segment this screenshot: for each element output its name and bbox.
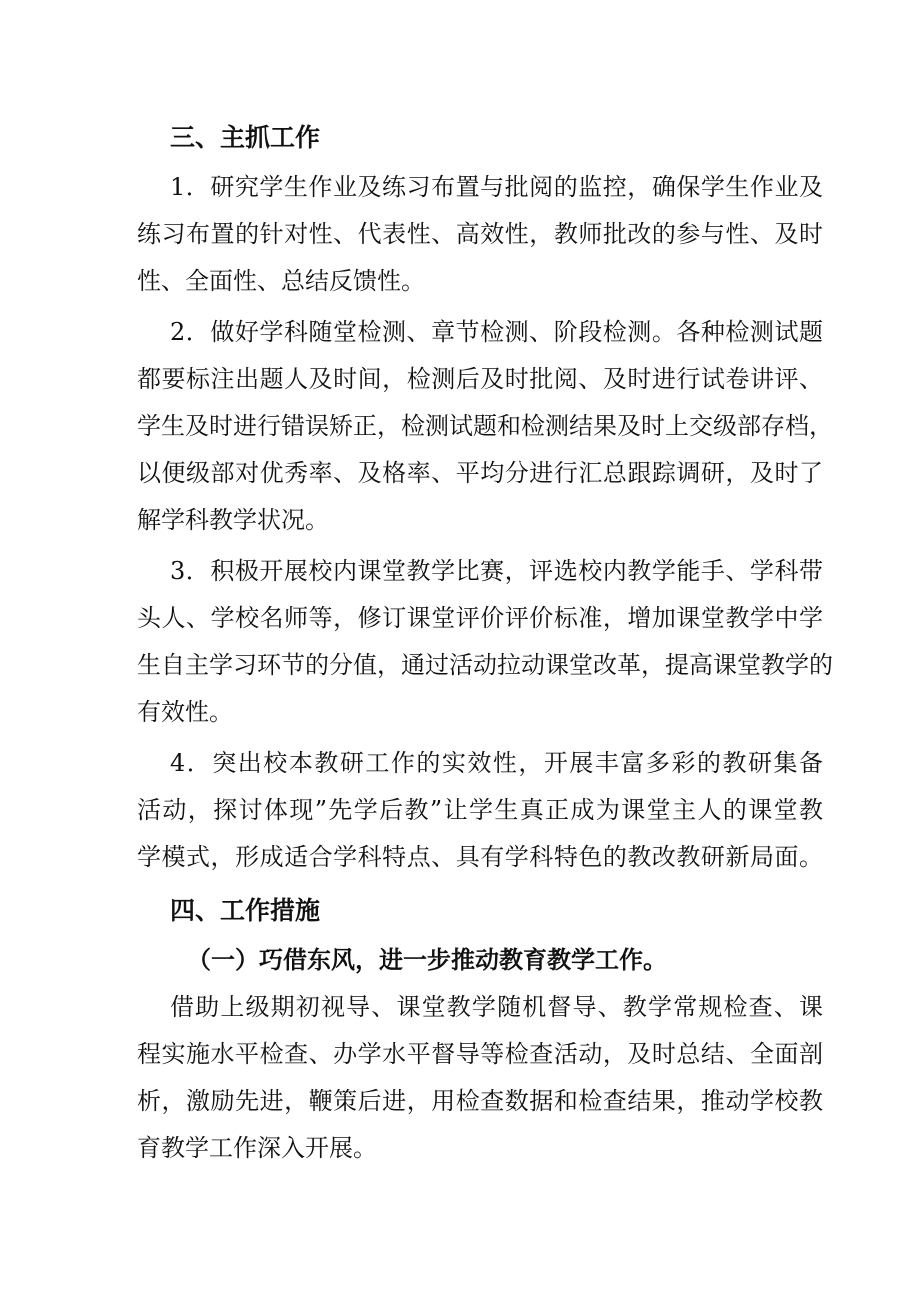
paragraph-5 xyxy=(137,984,823,1172)
subsection-heading-1: （一）巧借东风，进一步推动教育教学工作。 xyxy=(187,946,667,974)
text-line: 性、全面性、总结反馈性。 xyxy=(137,267,425,295)
paragraph-1 xyxy=(137,164,823,305)
paragraph-2 xyxy=(137,309,833,544)
text-line: 学模式，形成适合学科特点、具有学科特色的教改教研新局面。 xyxy=(137,843,823,871)
paragraph-3 xyxy=(137,548,833,736)
document-page xyxy=(137,112,833,1176)
text-line: 都要标注出题人及时间，检测后及时批阅、及时进行试卷讲评、 xyxy=(137,365,823,393)
text-line: 4．突出校本教研工作的实效性，开展丰富多彩的教研集备 xyxy=(170,749,823,777)
text-line: 程实施水平检查、办学水平督导等检查活动，及时总结、全面剖 xyxy=(137,1040,823,1068)
text-line: 以便级部对优秀率、及格率、平均分进行汇总跟踪调研，及时了 xyxy=(137,459,823,487)
text-line: 解学科教学状况。 xyxy=(137,506,329,534)
text-line: 借助上级期初视导、课堂教学随机督导、教学常规检查、课 xyxy=(170,993,823,1021)
text-line: 有效性。 xyxy=(137,698,233,726)
text-line: 头人、学校名师等，修订课堂评价评价标准，增加课堂教学中学 xyxy=(137,604,823,632)
text-line: 练习布置的针对性、代表性、高效性，教师批改的参与性、及时 xyxy=(137,220,823,248)
paragraph-4 xyxy=(137,740,823,881)
text-line: 析，激励先进，鞭策后进，用检查数据和检查结果，推动学校教 xyxy=(137,1087,823,1115)
text-line: 生自主学习环节的分值，通过活动拉动课堂改革，提高课堂教学的 xyxy=(137,651,833,679)
text-line: 2．做好学科随堂检测、章节检测、阶段检测。各种检测试题 xyxy=(170,318,823,346)
text-line: 1．研究学生作业及练习布置与批阅的监控，确保学生作业及 xyxy=(170,173,823,201)
section-heading-3: 三、主抓工作 xyxy=(170,123,321,152)
text-line: 育教学工作深入开展。 xyxy=(137,1134,377,1162)
text-line: 学生及时进行错误矫正，检测试题和检测结果及时上交级部存档， xyxy=(137,412,833,440)
section-heading-4: 四、工作措施 xyxy=(170,896,321,925)
text-line: 活动，探讨体现”先学后教”让学生真正成为课堂主人的课堂教 xyxy=(137,796,823,824)
text-line: 3．积极开展校内课堂教学比赛，评选校内教学能手、学科带 xyxy=(170,557,823,585)
